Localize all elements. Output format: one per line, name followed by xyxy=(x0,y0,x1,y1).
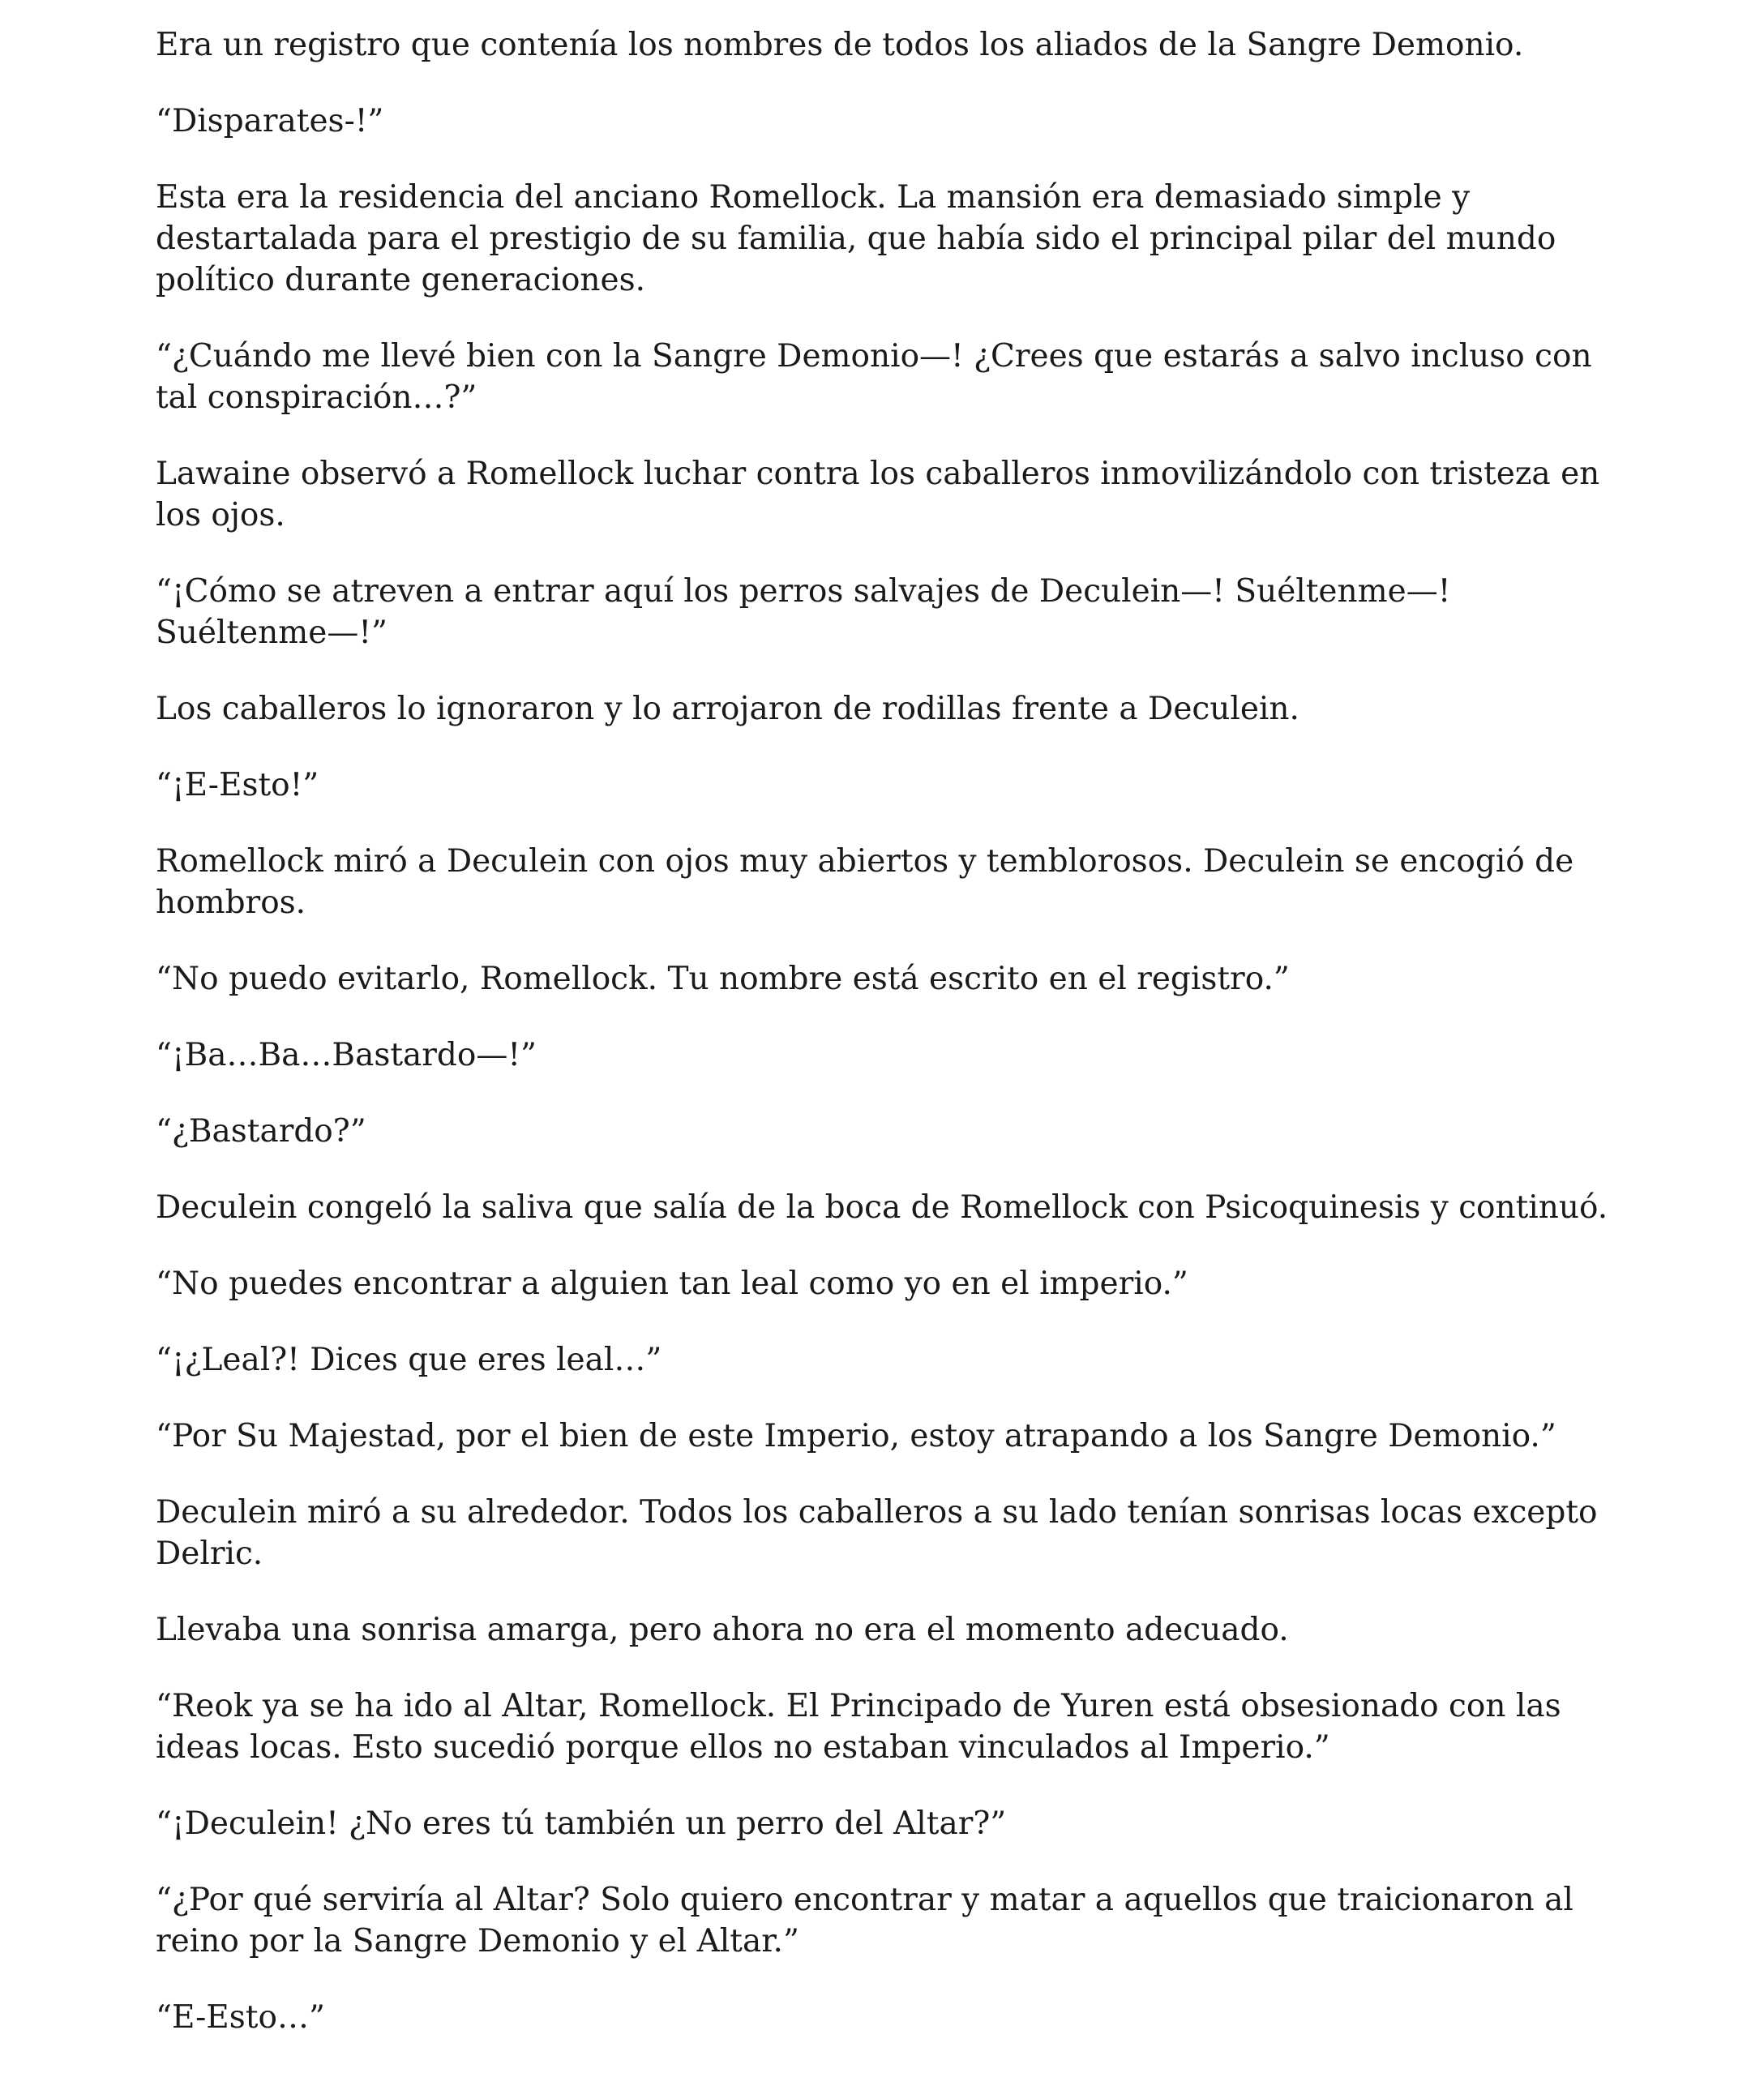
paragraph-16: “Por Su Majestad, por el bien de este Imperio, estoy atrapando a los Sangre Demonio.” xyxy=(156,1418,1556,1454)
paragraph-4: “¿Cuándo me llevé bien con la Sangre Demonio—! ¿Crees que estarás a salvo incluso con tal conspiración…?” xyxy=(156,338,1592,416)
paragraph-15: “¡¿Leal?! Dices que eres leal…” xyxy=(156,1342,662,1378)
paragraph-1: Era un registro que contenía los nombres de todos los aliados de la Sangre Demonio. xyxy=(156,27,1524,63)
paragraph-18: Llevaba una sonrisa amarga, pero ahora no era el momento adecuado. xyxy=(156,1612,1289,1648)
paragraph-21: “¿Por qué serviría al Altar? Solo quiero encontrar y matar a aquellos que traicionaron al reino por la Sangre Demonio y el Altar.” xyxy=(156,1882,1573,1959)
paragraph-8: “¡E-Esto!” xyxy=(156,767,319,803)
paragraph-13: Deculein congeló la saliva que salía de la boca de Romellock con Psicoquinesis y continuó. xyxy=(156,1189,1608,1226)
paragraph-22: “E-Esto…” xyxy=(156,1999,325,2036)
paragraph-5: Lawaine observó a Romellock luchar contra los caballeros inmovilizándolo con tristeza en los ojos. xyxy=(156,456,1600,533)
paragraph-10: “No puedo evitarlo, Romellock. Tu nombre está escrito en el registro.” xyxy=(156,961,1290,997)
paragraph-17: Deculein miró a su alrededor. Todos los caballeros a su lado tenían sonrisas locas excepto Delric. xyxy=(156,1494,1598,1572)
paragraph-7: Los caballeros lo ignoraron y lo arrojaron de rodillas frente a Deculein. xyxy=(156,691,1299,727)
document-page xyxy=(156,24,1615,2073)
paragraph-14: “No puedes encontrar a alguien tan leal como yo en el imperio.” xyxy=(156,1266,1188,1302)
paragraph-9: Romellock miró a Deculein con ojos muy abiertos y temblorosos. Deculein se encogió de hombros. xyxy=(156,843,1574,921)
paragraph-19: “Reok ya se ha ido al Altar, Romellock. El Principado de Yuren está obsesionado con las ideas locas. Esto sucedió porque ellos no estaban vinculados al Imperio.” xyxy=(156,1688,1561,1766)
paragraph-12: “¿Bastardo?” xyxy=(156,1113,366,1150)
paragraph-6: “¡Cómo se atreven a entrar aquí los perros salvajes de Deculein—! Suéltenme—! Suéltenme—!” xyxy=(156,573,1451,651)
paragraph-3: Esta era la residencia del anciano Romellock. La mansión era demasiado simple y destartalada para el prestigio de su familia, que había sido el principal pilar del mundo político durante generaciones. xyxy=(156,179,1556,298)
paragraph-20: “¡Deculein! ¿No eres tú también un perro del Altar?” xyxy=(156,1805,1007,1842)
paragraph-2: “Disparates-!” xyxy=(156,103,384,139)
paragraph-11: “¡Ba…Ba…Bastardo—!” xyxy=(156,1037,537,1073)
